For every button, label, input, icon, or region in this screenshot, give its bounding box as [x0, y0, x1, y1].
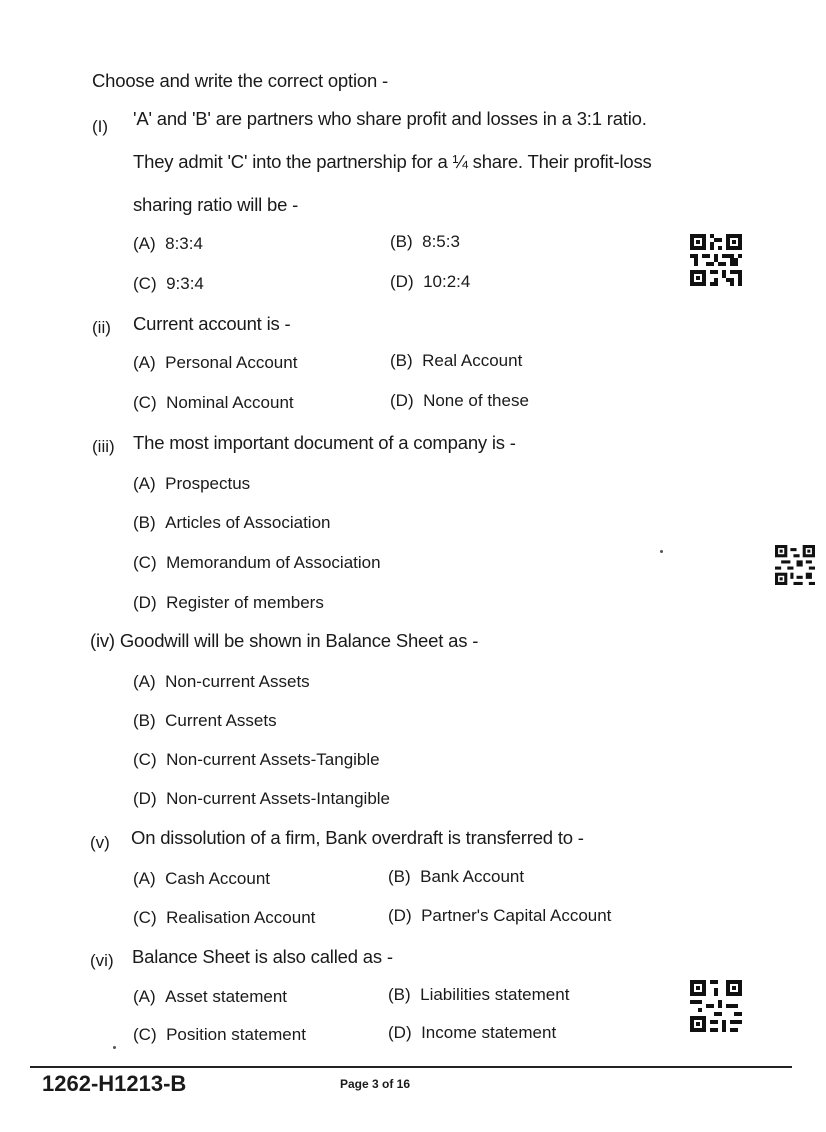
question-4-line	[90, 630, 478, 652]
question-1-line-2: They admit 'C' into the partnership for a ¼ share. Their profit-loss	[133, 151, 652, 172]
option-text: 9:3:4	[166, 274, 204, 293]
question-2-number: (ii)	[92, 318, 111, 337]
option-label: (C)	[133, 750, 157, 769]
q6-option-b	[388, 985, 569, 1005]
paper-code: 1262-H1213-B	[42, 1071, 187, 1096]
q2-option-a	[133, 353, 297, 373]
option-text: Real Account	[422, 351, 523, 370]
option-text: Income statement	[421, 1023, 557, 1042]
footer-rule	[30, 1066, 792, 1068]
page-number: Page 3 of 16	[340, 1077, 411, 1091]
q5-option-d	[388, 906, 611, 926]
option-label: (A)	[133, 987, 156, 1006]
qr-code-icon	[690, 980, 742, 1032]
question-5-text: On dissolution of a firm, Bank overdraft is transferred to -	[131, 827, 584, 848]
q6-option-c	[133, 1025, 306, 1045]
option-label: (D)	[390, 391, 414, 410]
question-4-number: (iv)	[90, 630, 115, 651]
option-text: Non-current Assets	[165, 672, 310, 691]
q4-option-d	[133, 789, 390, 809]
q4-option-b	[133, 711, 277, 731]
question-1-number: (I)	[92, 117, 109, 136]
option-label: (B)	[390, 232, 413, 251]
q2-option-c	[133, 393, 294, 413]
question-2-text: Current account is -	[133, 313, 291, 334]
scan-speck	[113, 1046, 116, 1049]
option-text: Prospectus	[165, 474, 251, 493]
option-label: (C)	[133, 553, 157, 572]
option-label: (A)	[133, 474, 156, 493]
q1-option-b	[390, 232, 460, 252]
option-text: Liabilities statement	[420, 985, 570, 1004]
qr-code-icon	[690, 234, 742, 286]
q3-option-a	[133, 474, 250, 494]
option-text: Current Assets	[165, 711, 277, 730]
option-text: Asset statement	[165, 987, 288, 1006]
option-label: (C)	[133, 274, 157, 293]
option-label: (C)	[133, 393, 157, 412]
q4-option-c	[133, 750, 380, 770]
option-text: Partner's Capital Account	[421, 906, 612, 925]
q5-option-b	[388, 867, 524, 887]
option-label: (B)	[133, 513, 156, 532]
q1-option-d	[390, 272, 470, 292]
option-text: Non-current Assets-Intangible	[166, 789, 391, 808]
q5-option-a	[133, 869, 270, 889]
q1-option-c	[133, 274, 204, 294]
option-text: Position statement	[166, 1025, 306, 1044]
option-label: (D)	[388, 906, 412, 925]
option-label: (B)	[390, 351, 413, 370]
option-text: Cash Account	[165, 869, 271, 888]
question-6-number: (vi)	[90, 951, 114, 970]
option-label: (D)	[390, 272, 414, 291]
option-label: (A)	[133, 353, 156, 372]
option-label: (C)	[133, 1025, 157, 1044]
option-text: Non-current Assets-Tangible	[166, 750, 380, 769]
option-label: (A)	[133, 672, 156, 691]
question-1-line-3: sharing ratio will be -	[133, 194, 299, 215]
option-label: (D)	[388, 1023, 412, 1042]
option-label: (C)	[133, 908, 157, 927]
q1-option-a	[133, 234, 203, 254]
qr-code-icon	[775, 545, 815, 585]
instruction-text: Choose and write the correct option -	[92, 70, 388, 91]
option-text: Bank Account	[420, 867, 525, 886]
q2-option-d	[390, 391, 529, 411]
option-label: (D)	[133, 593, 157, 612]
option-text: None of these	[423, 391, 529, 410]
option-text: Nominal Account	[166, 393, 294, 412]
option-text: Register of members	[166, 593, 324, 612]
question-6-text: Balance Sheet is also called as -	[132, 946, 393, 967]
option-text: Realisation Account	[166, 908, 316, 927]
question-3-number: (iii)	[92, 437, 115, 456]
q3-option-b	[133, 513, 330, 533]
q6-option-a	[133, 987, 287, 1007]
option-label: (B)	[388, 867, 411, 886]
option-text: Personal Account	[165, 353, 298, 372]
question-4-text: Goodwill will be shown in Balance Sheet as -	[119, 630, 479, 651]
scan-speck	[660, 550, 663, 553]
option-text: 10:2:4	[423, 272, 471, 291]
option-label: (A)	[133, 869, 156, 888]
question-1-line-1: 'A' and 'B' are partners who share profit and losses in a 3:1 ratio.	[133, 108, 647, 129]
option-text: Memorandum of Association	[166, 553, 381, 572]
option-text: 8:5:3	[422, 232, 460, 251]
option-text: 8:3:4	[165, 234, 203, 253]
q3-option-c	[133, 553, 381, 573]
option-label: (B)	[388, 985, 411, 1004]
q2-option-b	[390, 351, 522, 371]
option-label: (D)	[133, 789, 157, 808]
option-text: Articles of Association	[165, 513, 331, 532]
option-label: (A)	[133, 234, 156, 253]
option-label: (B)	[133, 711, 156, 730]
q3-option-d	[133, 593, 324, 613]
q4-option-a	[133, 672, 310, 692]
question-3-text: The most important document of a company is -	[133, 432, 516, 453]
question-5-number: (v)	[90, 833, 110, 852]
q5-option-c	[133, 908, 315, 928]
q6-option-d	[388, 1023, 556, 1043]
